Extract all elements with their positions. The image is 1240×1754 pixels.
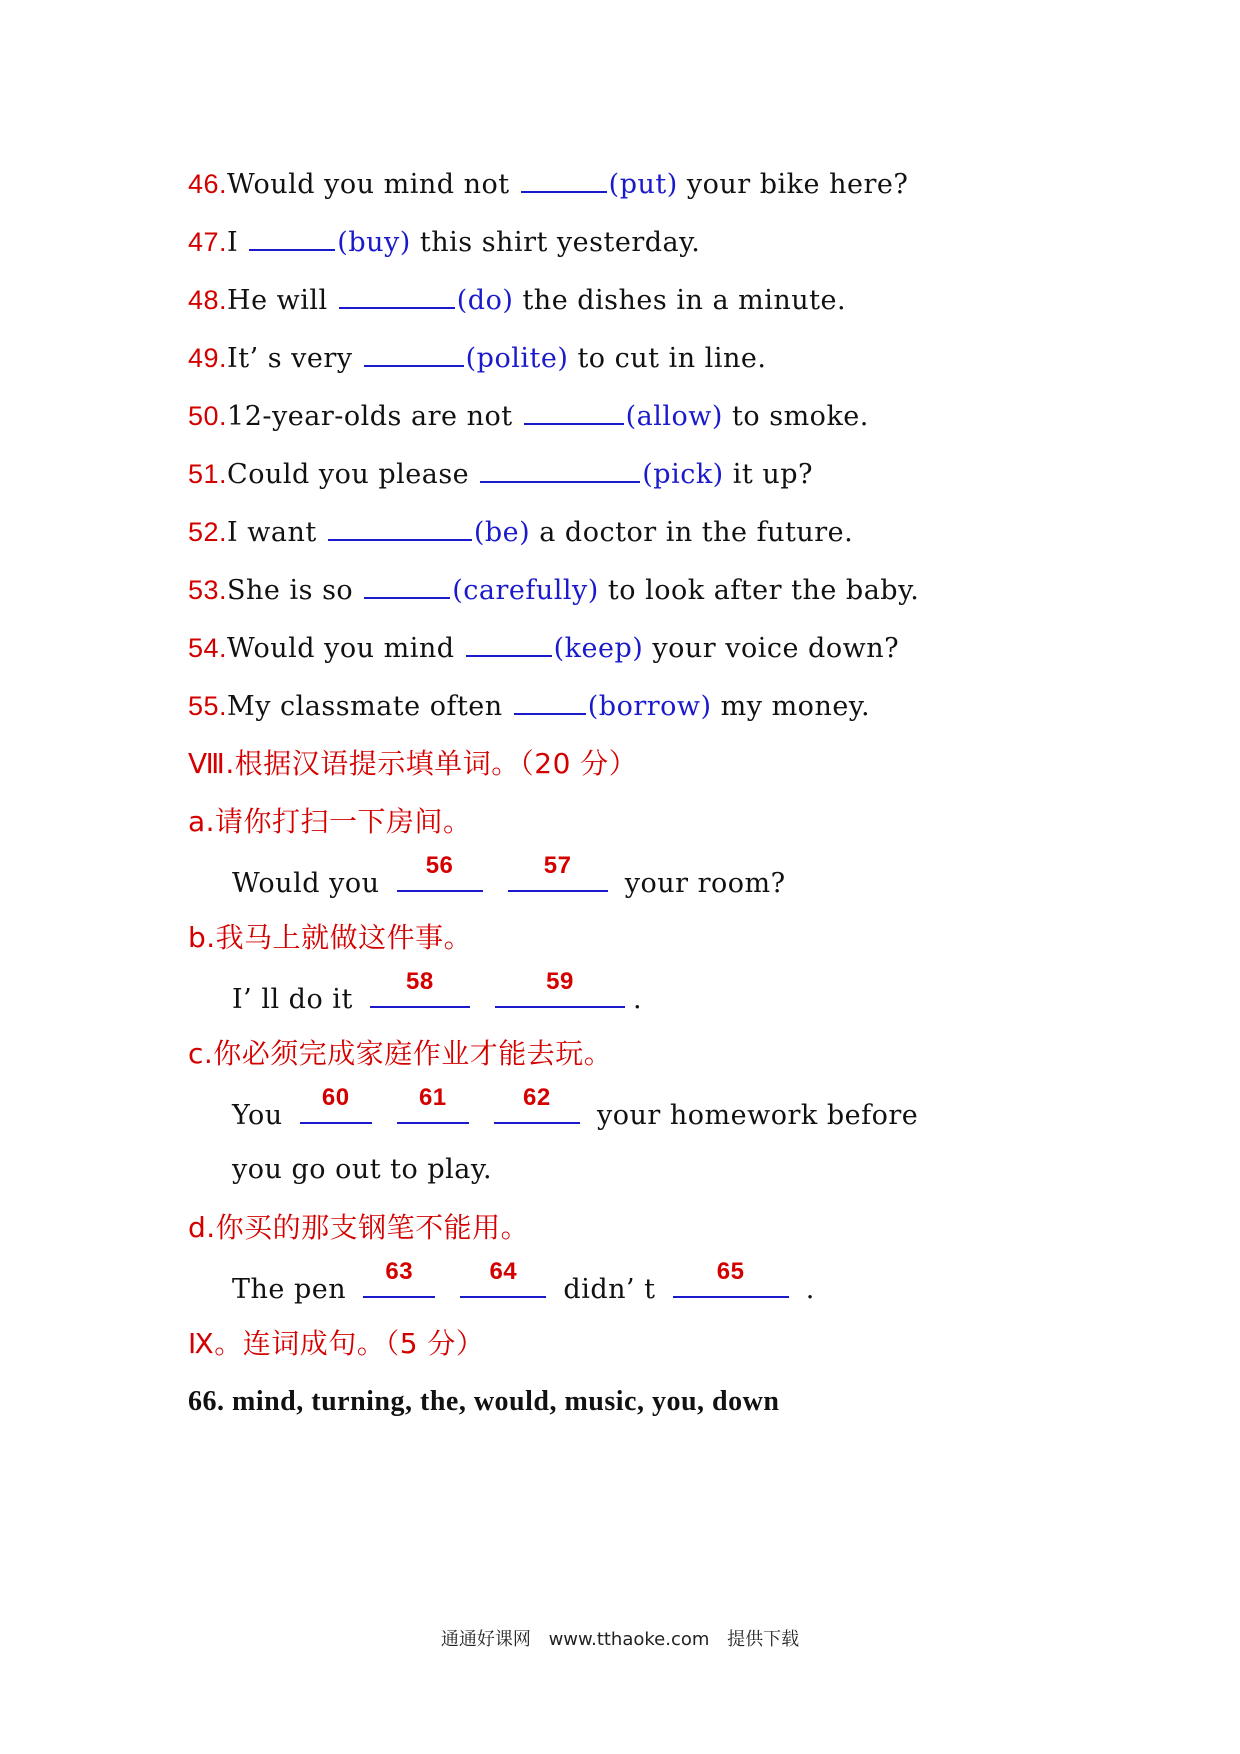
item-text: didn’ t — [563, 1274, 656, 1305]
question-number: 48. — [188, 285, 228, 315]
numbered-blank-65[interactable] — [673, 1258, 789, 1298]
question-52 — [188, 512, 853, 552]
question-text: your bike here? — [677, 169, 909, 200]
answer-blank[interactable] — [249, 225, 335, 251]
item-d-chinese: d.你买的那支钢笔不能用。 — [188, 1211, 530, 1244]
footer-suffix: 提供下载 — [727, 1629, 800, 1650]
word-hint: (do) — [456, 285, 514, 316]
word-hint: (allow) — [625, 401, 723, 432]
word-hint: (be) — [473, 517, 531, 548]
item-b-english — [232, 968, 643, 1016]
item-text: . — [805, 1274, 815, 1305]
question-54 — [188, 628, 899, 668]
question-66: 66. mind, turning, the, would, music, you, down — [188, 1386, 780, 1417]
blank-number: 56 — [425, 852, 454, 879]
question-number: 46. — [188, 169, 228, 199]
question-text: this shirt yesterday. — [410, 227, 701, 258]
answer-blank[interactable] — [364, 573, 450, 599]
word-hint: (carefully) — [452, 575, 599, 606]
blank-number: 65 — [716, 1258, 745, 1285]
word-hint: (put) — [608, 169, 678, 200]
question-48 — [188, 280, 846, 320]
numbered-blank-57[interactable] — [508, 852, 608, 892]
item-text: your room? — [624, 868, 786, 899]
question-55 — [188, 686, 870, 726]
question-text: my money. — [711, 691, 871, 722]
item-text: I’ ll do it — [232, 984, 353, 1015]
question-text: it up? — [723, 459, 814, 490]
numbered-blank-60[interactable] — [300, 1084, 372, 1124]
item-c-english-cont: you go out to play. — [232, 1154, 493, 1185]
blank-number: 57 — [543, 852, 572, 879]
blank-number: 64 — [489, 1258, 518, 1285]
question-text: 12-year-olds are not — [227, 401, 522, 432]
word-hint: (keep) — [553, 633, 644, 664]
blank-number: 62 — [523, 1084, 551, 1111]
question-number: 54. — [188, 633, 228, 663]
question-text: to smoke. — [722, 401, 869, 432]
blank-number: 58 — [406, 968, 434, 995]
question-number: 55. — [188, 691, 228, 721]
question-50 — [188, 396, 869, 436]
question-text: My classmate often — [227, 691, 512, 722]
blank-number: 59 — [546, 968, 574, 995]
word-hint: (polite) — [465, 343, 569, 374]
numbered-blank-59[interactable] — [495, 968, 625, 1008]
answer-blank[interactable] — [466, 631, 552, 657]
numbered-blank-62[interactable] — [494, 1084, 580, 1124]
footer-url[interactable]: www.tthaoke.com — [548, 1629, 710, 1650]
item-text: The pen — [232, 1274, 347, 1305]
item-text: your homework before — [597, 1100, 919, 1131]
question-51 — [188, 454, 813, 494]
page-footer — [0, 1625, 1240, 1651]
question-number: 53. — [188, 575, 228, 605]
question-text: I — [227, 227, 248, 258]
question-text: Would you mind not — [227, 169, 519, 200]
question-text: It’ s very — [227, 343, 362, 374]
section-9-heading: Ⅸ。连词成句。（5 分） — [188, 1327, 485, 1360]
question-text: to look after the baby. — [598, 575, 920, 606]
question-text: a doctor in the future. — [530, 517, 854, 548]
answer-blank[interactable] — [364, 341, 464, 367]
blank-number: 60 — [321, 1084, 350, 1111]
question-text: He will — [227, 285, 337, 316]
question-text: your voice down? — [643, 633, 900, 664]
item-text: You — [232, 1100, 283, 1131]
word-hint: (borrow) — [587, 691, 712, 722]
question-number: 51. — [188, 459, 228, 489]
numbered-blank-61[interactable] — [397, 1084, 469, 1124]
numbered-blank-56[interactable] — [397, 852, 483, 892]
question-text: Would you mind — [227, 633, 464, 664]
answer-blank[interactable] — [521, 167, 607, 193]
section-8-heading: Ⅷ.根据汉语提示填单词。（20 分） — [188, 747, 638, 780]
item-d-english — [232, 1258, 815, 1306]
item-c-english — [232, 1084, 919, 1132]
question-number: 47. — [188, 227, 228, 257]
numbered-blank-64[interactable] — [460, 1258, 546, 1298]
word-hint: (pick) — [642, 459, 724, 490]
footer-site-name: 通通好课网 — [440, 1629, 531, 1650]
question-text: She is so — [227, 575, 363, 606]
item-b-chinese: b.我马上就做这件事。 — [188, 921, 473, 954]
numbered-blank-58[interactable] — [370, 968, 470, 1008]
item-a-english — [232, 852, 786, 900]
question-number: 50. — [188, 401, 228, 431]
item-a-chinese: a.请你打扫一下房间。 — [188, 805, 472, 838]
question-53 — [188, 570, 919, 610]
item-text: . — [632, 984, 643, 1015]
word-hint: (buy) — [337, 227, 411, 258]
question-text: to cut in line. — [568, 343, 767, 374]
question-number: 49. — [188, 343, 228, 373]
answer-blank[interactable] — [328, 515, 472, 541]
question-text: I want — [227, 517, 326, 548]
answer-blank[interactable] — [514, 689, 586, 715]
question-number: 52. — [188, 517, 228, 547]
question-49 — [188, 338, 766, 378]
question-text: Could you please — [227, 459, 479, 490]
question-47 — [188, 222, 700, 262]
numbered-blank-63[interactable] — [363, 1258, 435, 1298]
question-text: the dishes in a minute. — [513, 285, 847, 316]
blank-number: 63 — [385, 1258, 414, 1285]
item-c-chinese: c.你必须完成家庭作业才能去玩。 — [188, 1037, 613, 1070]
answer-blank[interactable] — [524, 399, 624, 425]
question-46 — [188, 164, 908, 204]
answer-blank[interactable] — [339, 283, 455, 309]
answer-blank[interactable] — [480, 457, 640, 483]
item-text: Would you — [232, 868, 380, 899]
blank-number: 61 — [418, 1084, 447, 1111]
